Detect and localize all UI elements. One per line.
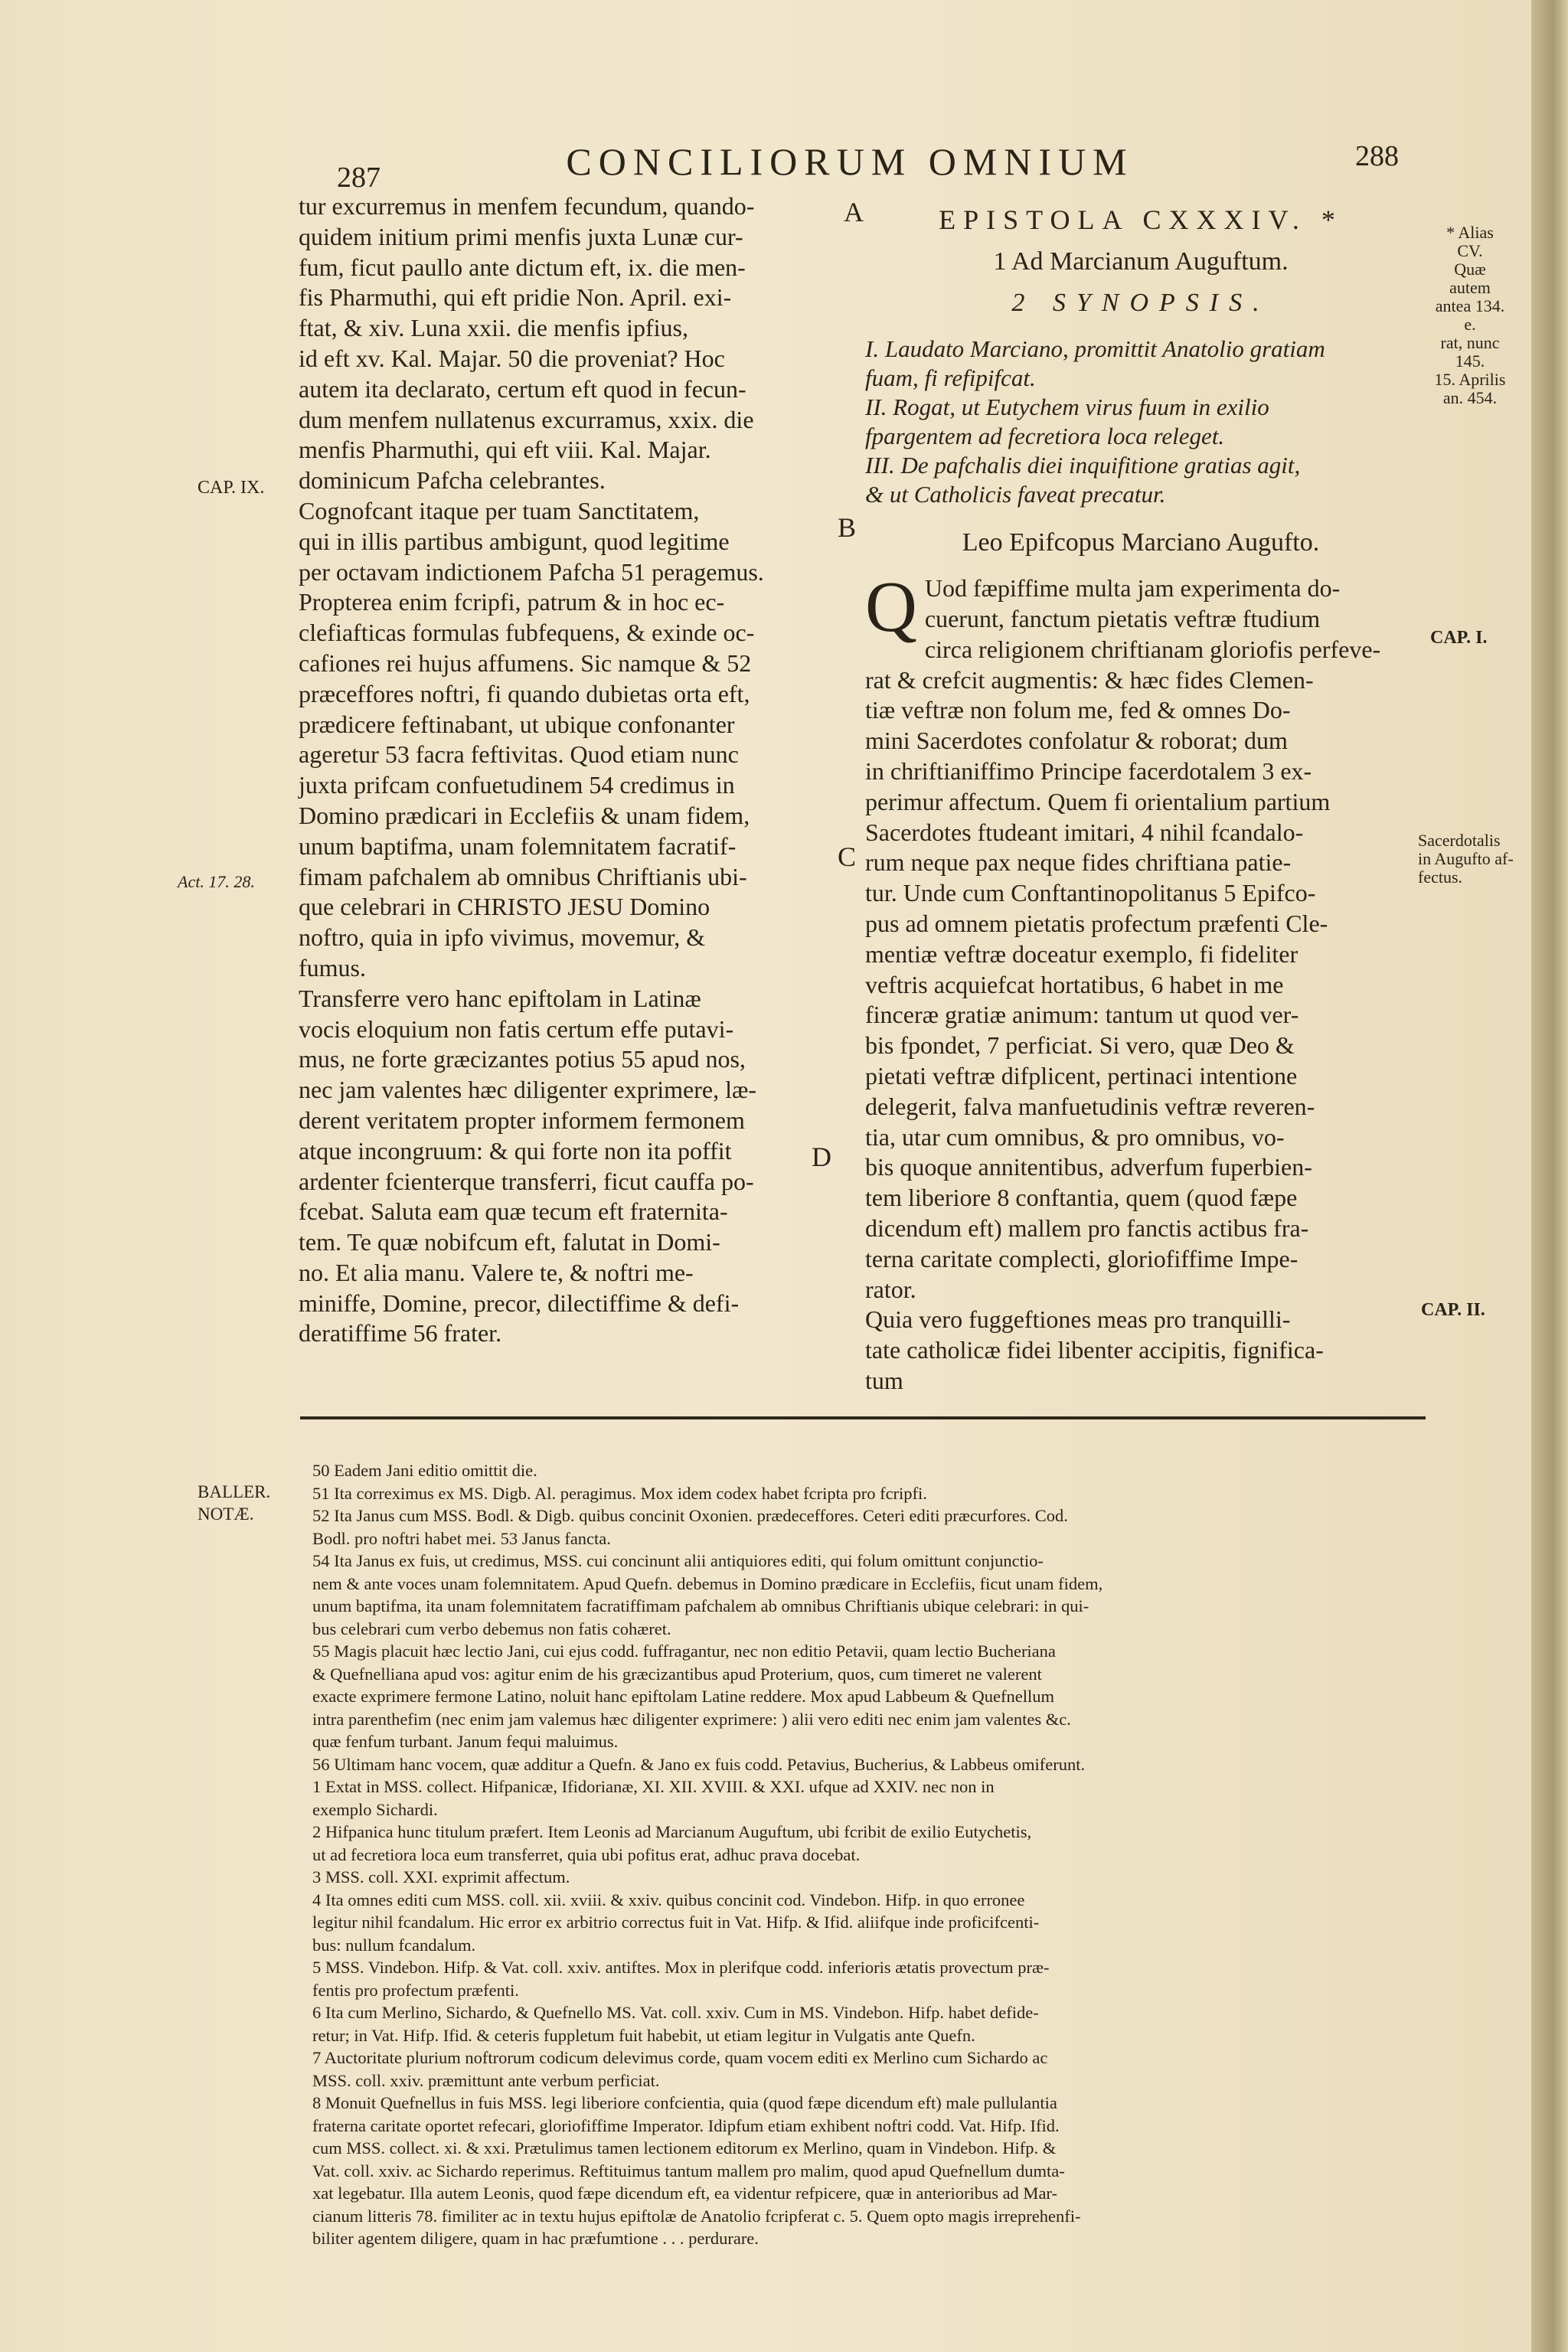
epistle-body bbox=[865, 567, 1416, 1396]
text-line: Quia vero fuggeftiones meas pro tranquilli- bbox=[865, 1305, 1291, 1334]
text-line: fum, ficut paullo ante dictum eft, ix. die men- bbox=[299, 253, 746, 281]
text-line: Transferre vero hanc epiftolam in Latinæ bbox=[299, 984, 701, 1012]
cap-i: CAP. I. bbox=[1430, 628, 1488, 648]
running-title: CONCILIORUM OMNIUM bbox=[566, 140, 1134, 183]
synopsis-item: & ut Catholicis faveat precatur. bbox=[865, 481, 1166, 508]
footnote-line: exemplo Sichardi. bbox=[312, 1799, 438, 1819]
footnote-line: & Quefnelliana apud vos: agitur enim de his græcizantibus apud Proterium, quos, cum timeret ne valerent bbox=[312, 1664, 1042, 1684]
footnote-line: xat legebatur. Illa autem Leonis, quod fæpe dicendum eft, ea videntur refpicere, quæ in anterioribus ad Mar- bbox=[312, 2184, 1057, 2203]
book-spine bbox=[1531, 0, 1568, 2352]
footnote-line: Vat. coll. xxiv. ac Sichardo reperimus. Reftituimus tantum mallem pro malim, quod apud Quefnellum dumta- bbox=[312, 2161, 1065, 2180]
text-line: fimam pafchalem ab omnibus Chriftianis ubi- bbox=[299, 862, 747, 890]
alias-line: rat, nunc 145. bbox=[1440, 333, 1500, 371]
alias-line: Quæ autem bbox=[1449, 260, 1491, 297]
footnote-line: 5 MSS. Vindebon. Hifp. & Vat. coll. xxiv. antiftes. Mox in plerifque codd. inferioris ætatis provectum præ- bbox=[312, 1958, 1050, 1977]
scripture-reference: Act. 17. 28. bbox=[178, 872, 255, 891]
text-line: tem liberiore 8 conftantia, quem (quod fæpe bbox=[865, 1184, 1298, 1212]
text-line: Propterea enim fcripfi, patrum & in hoc ec- bbox=[299, 588, 725, 616]
footnote-line: 54 Ita Janus ex fuis, ut credimus, MSS. cui concinunt alii antiquiores editi, qui folum omittunt conjunctio- bbox=[312, 1551, 1044, 1570]
text-line: tate catholicæ fidei libenter accipitis, fignifica- bbox=[865, 1336, 1324, 1364]
text-line: clefiafticas formulas fubfequens, & exinde oc- bbox=[299, 619, 755, 647]
text-line: bis quoque annitentibus, adverfum fuperbien- bbox=[865, 1153, 1312, 1181]
text-line: Cognofcant itaque per tuam Sanctitatem, bbox=[299, 496, 700, 524]
footnote-line: fraterna caritate oportet refecari, gloriofiffime Imperator. Idipfum etiam exhibent noftri codd. Vat. Hifp. Ifid. bbox=[312, 2115, 1060, 2135]
text-line: qui in illis partibus ambigunt, quod legitime bbox=[299, 527, 730, 555]
epistle-addressee: 1 Ad Marcianum Auguftum. bbox=[993, 247, 1289, 276]
sacerdotalis-line: fectus. bbox=[1418, 867, 1463, 887]
footnote-line: ut ad fecretiora loca eum transferret, quia ubi pofitus erat, adhuc prava docebat. bbox=[312, 1844, 861, 1864]
text-line: præceffores noftri, fi quando dubietas orta eft, bbox=[299, 679, 750, 707]
text-line: vocis eloquium non fatis certum effe putavi- bbox=[299, 1014, 734, 1043]
alias-line: * Alias bbox=[1446, 223, 1494, 242]
footnote-line: 52 Ita Janus cum MSS. Bodl. & Digb. quibus concinit Oxonien. prædeceffores. Ceteri editi præcurfores. Cod. bbox=[312, 1506, 1068, 1525]
text-line: ageretur 53 facra feftivitas. Quod etiam nunc bbox=[299, 740, 739, 769]
text-line: perimur affectum. Quem fi orientalium partium bbox=[865, 787, 1331, 815]
footnote-line: retur; in Vat. Hifp. Ifid. & ceteris fuppletum fuit habebit, ut etiam legitur in Vulgatis ante Quefn. bbox=[312, 2025, 975, 2045]
text-line: rator. bbox=[865, 1275, 916, 1303]
text-line: fcebat. Saluta eam quæ tecum eft fraternita- bbox=[299, 1197, 728, 1226]
text-line: circa religionem chriftianam gloriofis perfeve- bbox=[924, 635, 1381, 663]
text-line: Sacerdotes ftudeant imitari, 4 nihil fcandalo- bbox=[865, 818, 1304, 846]
footnote-line: Bodl. pro noftri habet mei. 53 Janus fancta. bbox=[312, 1528, 611, 1548]
footnote-line: bus celebrari cum verbo debemus non fatis cohæret. bbox=[312, 1619, 671, 1638]
text-line: terna caritate complecti, gloriofiffime Impe- bbox=[865, 1244, 1298, 1272]
section-letter-b: B bbox=[838, 512, 857, 543]
footnote-line: MSS. coll. xxiv. præmittunt ante verbum perficiat. bbox=[312, 2070, 660, 2090]
text-line: pus ad omnem pietatis profectum præfenti Cle- bbox=[865, 909, 1328, 937]
footnote-line: 4 Ita omnes editi cum MSS. coll. xii. xviii. & xxiv. quibus concinit cod. Vindebon. Hifp. in quo erronee bbox=[312, 1890, 1025, 1909]
text-line: dicendum eft) mallem pro fanctis actibus fra- bbox=[865, 1214, 1309, 1242]
text-line: fis Pharmuthi, qui eft pridie Non. April. exi- bbox=[299, 283, 732, 312]
synopsis-item: fpargentem ad fecretiora loca releget. bbox=[865, 423, 1225, 450]
synopsis-item: II. Rogat, ut Eutychem virus fuum in exilio bbox=[865, 394, 1269, 421]
text-line: dum menfem nullatenus excurramus, xxix. die bbox=[299, 405, 754, 433]
alias-line: CV. bbox=[1457, 241, 1483, 260]
epistle-title: EPISTOLA CXXXIV. * bbox=[939, 204, 1343, 235]
text-line: tia, utar cum omnibus, & pro omnibus, vo- bbox=[865, 1122, 1285, 1151]
sacerdotalis-note bbox=[1418, 831, 1514, 887]
left-cap-ix: CAP. IX. bbox=[198, 478, 265, 498]
text-line: bis fpondet, 7 perficiat. Si vero, quæ Deo & bbox=[865, 1031, 1295, 1060]
footnote-line: nem & ante voces unam folemnitatem. Apud Quefn. debemus in Domino prædicare in Ecclefiis, ficut unam fidem, bbox=[312, 1573, 1103, 1593]
sacerdotalis-line: in Augufto af- bbox=[1418, 849, 1514, 868]
text-line: prædicere feftinabant, ut ubique confonanter bbox=[299, 710, 735, 738]
text-line: Domino prædicari in Ecclefiis & unam fidem, bbox=[299, 801, 750, 829]
text-line: tem. Te quæ nobifcum eft, falutat in Domi- bbox=[299, 1228, 720, 1256]
text-line: per octavam indictionem Pafcha 51 peragemus. bbox=[299, 557, 764, 586]
text-line: derent veritatem propter informem fermonem bbox=[299, 1106, 745, 1134]
text-line: mus, ne forte græcizantes potius 55 apud nos, bbox=[299, 1045, 746, 1073]
text-line: mini Sacerdotes confolatur & roborat; dum bbox=[865, 727, 1288, 755]
section-letter-a: A bbox=[844, 197, 864, 227]
synopsis-list bbox=[865, 335, 1416, 509]
synopsis-title: 2 SYNOPSIS. bbox=[1011, 288, 1270, 317]
text-line: noftro, quia in ipfo vivimus, movemur, & bbox=[299, 923, 706, 952]
alias-line: 15. Aprilis bbox=[1434, 370, 1506, 389]
footnote-line: legitur nihil fcandalum. Hic error ex arbitrio correctus fuit in Vat. Hifp. & Ifid. aliifque inde proficifcenti- bbox=[312, 1913, 1040, 1932]
text-line: cuerunt, fanctum pietatis veftræ ftudium bbox=[924, 604, 1321, 632]
alias-note bbox=[1433, 224, 1507, 407]
text-line: veftris acquiefcat hortatibus, 6 habet in me bbox=[865, 970, 1284, 998]
page-number-left: 287 bbox=[337, 162, 381, 194]
notes-label: BALLER. NOTÆ. bbox=[198, 1482, 271, 1524]
drop-cap: Q bbox=[865, 567, 917, 648]
synopsis-item: I. Laudato Marciano, promittit Anatolio gratiam bbox=[865, 335, 1325, 363]
text-line: menfis Pharmuthi, qui eft viii. Kal. Majar. bbox=[299, 436, 711, 464]
right-column bbox=[865, 205, 1416, 1396]
text-line: id eft xv. Kal. Majar. 50 die proveniat? Hoc bbox=[299, 344, 725, 372]
text-line: no. Et alia manu. Valere te, & noftri me- bbox=[299, 1258, 694, 1286]
text-line: mentiæ veftræ doceatur exemplo, fi fideliter bbox=[865, 939, 1298, 968]
section-letter-c: C bbox=[838, 841, 857, 872]
footnote-line: 51 Ita correximus ex MS. Digb. Al. peragimus. Mox idem codex habet fcripta pro fcripfi. bbox=[312, 1483, 927, 1503]
footnote-line: 3 MSS. coll. XXI. exprimit affectum. bbox=[312, 1867, 570, 1886]
text-line: in chriftianiffimo Principe facerdotalem 3 ex- bbox=[865, 756, 1312, 785]
footnote-line: 55 Magis placuit hæc lectio Jani, cui ejus codd. fuffragantur, nec non editio Petavii, quam lectio Bucheriana bbox=[312, 1642, 1056, 1661]
page-number-right: 288 bbox=[1355, 140, 1399, 172]
footnote-line: 56 Ultimam hanc vocem, quæ additur a Quefn. & Jano ex fuis codd. Petavius, Bucherius, & Labbeus omiferunt. bbox=[312, 1754, 1086, 1774]
text-line: ardenter fcienterque transferri, ficut cauffa po- bbox=[299, 1167, 754, 1195]
footnote-line: fentis pro profectum præfenti. bbox=[312, 1980, 519, 2000]
text-line: nec jam valentes hæc diligenter exprimere, læ- bbox=[299, 1076, 756, 1104]
footnote-rule bbox=[300, 1416, 1426, 1419]
text-line: que celebrari in CHRISTO JESU Domino bbox=[299, 893, 710, 921]
footnote-line: cianum litteris 78. fimiliter ac in textu hujus epiftolæ de Anatolio fcripferat c. 5. Quem opto magis irreprehenfi- bbox=[312, 2206, 1081, 2226]
text-line: rat & crefcit augmentis: & hæc fides Clemen- bbox=[865, 665, 1314, 694]
cap-ii: CAP. II. bbox=[1421, 1300, 1485, 1320]
salutation: Leo Epifcopus Marciano Augufto. bbox=[962, 528, 1320, 557]
footnote-line: intra parenthefim (nec enim jam valemus hæc diligenter exprimere: ) alii vero editi nec enim jam valentes &c. bbox=[312, 1709, 1071, 1729]
text-line: delegerit, falva manfuetudinis veftræ reveren- bbox=[865, 1092, 1315, 1120]
text-line: tur. Unde cum Conftantinopolitanus 5 Epifco- bbox=[865, 879, 1316, 907]
footnote-line: unum baptifma, ita unam folemnitatem facratiffimam pafchalem ab omnibus Chriftianis ubique celebrari: in qui- bbox=[312, 1596, 1089, 1615]
footnote-line: 7 Auctoritate plurium noftrorum codicum delevimus corde, quam vocem editi ex Merlino cum Sichardo ac bbox=[312, 2048, 1048, 2067]
footnotes bbox=[312, 1459, 1438, 2250]
text-line: deratiffime 56 frater. bbox=[299, 1319, 502, 1348]
footnote-line: 50 Eadem Jani editio omittit die. bbox=[312, 1461, 537, 1480]
footnote-line: 1 Extat in MSS. collect. Hifpanicæ, Ifidorianæ, XI. XII. XVIII. & XXI. ufque ad XXIV. nec non in bbox=[312, 1777, 995, 1796]
alias-line: antea 134. e. bbox=[1435, 296, 1505, 334]
synopsis-item: III. De pafchalis diei inquifitione gratias agit, bbox=[865, 452, 1301, 479]
text-line: atque incongruum: & qui forte non ita poffit bbox=[299, 1136, 732, 1165]
footnote-line: quæ fenfum turbant. Janum fequi maluimus. bbox=[312, 1732, 619, 1751]
text-line: rum neque pax neque fides chriftiana patie- bbox=[865, 848, 1292, 877]
text-line: dominicum Pafcha celebrantes. bbox=[299, 466, 606, 495]
text-line: unum baptifma, unam folemnitatem facratif- bbox=[299, 831, 737, 860]
section-letter-d: D bbox=[812, 1142, 831, 1172]
text-line: ftat, & xiv. Luna xxii. die menfis ipfius, bbox=[299, 314, 688, 342]
text-line: tiæ veftræ non folum me, fed & omnes Do- bbox=[865, 696, 1291, 724]
alias-line: an. 454. bbox=[1442, 388, 1498, 407]
text-line: autem ita declarato, certum eft quod in fecun- bbox=[299, 374, 746, 403]
text-line: pietati veftræ difplicent, pertinaci intentione bbox=[865, 1061, 1298, 1089]
text-line: miniffe, Domine, precor, dilectiffime & defi- bbox=[299, 1289, 740, 1317]
left-column-text bbox=[299, 191, 850, 1349]
text-line: Uod fæpiffime multa jam experimenta do- bbox=[924, 574, 1341, 603]
footnote-line: biliter agentem diligere, quam in hac præfumtione . . . perdurare. bbox=[312, 2229, 759, 2248]
synopsis-item: fuam, fi refipifcat. bbox=[865, 364, 1036, 392]
footnote-line: cum MSS. collect. xi. & xxi. Prætulimus tamen lectionem editorum ex Merlino, quam in Vindebon. Hifp. & bbox=[312, 2138, 1057, 2158]
footnote-line: exacte exprimere fermone Latino, noluit hanc epiftolam Latine reddere. Mox apud Labbeum & Quefnellum bbox=[312, 1687, 1055, 1706]
footnote-line: 2 Hifpanica hunc titulum præfert. Item Leonis ad Marcianum Auguftum, ubi fcribit de exilio Eutychetis, bbox=[312, 1822, 1032, 1841]
footnote-line: bus: nullum fcandalum. bbox=[312, 1935, 476, 1955]
text-line: finceræ gratiæ animum: tantum ut quod ver- bbox=[865, 1001, 1299, 1029]
text-line: tum bbox=[865, 1366, 903, 1394]
text-line: fumus. bbox=[299, 953, 366, 982]
text-line: juxta prifcam confuetudinem 54 credimus in bbox=[299, 771, 735, 799]
text-line: tur excurremus in menfem fecundum, quando- bbox=[299, 192, 755, 220]
text-line: cafiones rei hujus affumens. Sic namque & 52 bbox=[299, 648, 752, 677]
text-line: quidem initium primi menfis juxta Lunæ cur- bbox=[299, 222, 743, 250]
footnote-line: 8 Monuit Quefnellus in fuis MSS. legi liberiore confcientia, quia (quod fæpe dicendum eft) male pullulantia bbox=[312, 2093, 1057, 2112]
sacerdotalis-line: Sacerdotalis bbox=[1418, 831, 1501, 850]
footnote-line: 6 Ita cum Merlino, Sichardo, & Quefnello MS. Vat. coll. xxiv. Cum in MS. Vindebon. Hifp. habet defide- bbox=[312, 2003, 1039, 2022]
